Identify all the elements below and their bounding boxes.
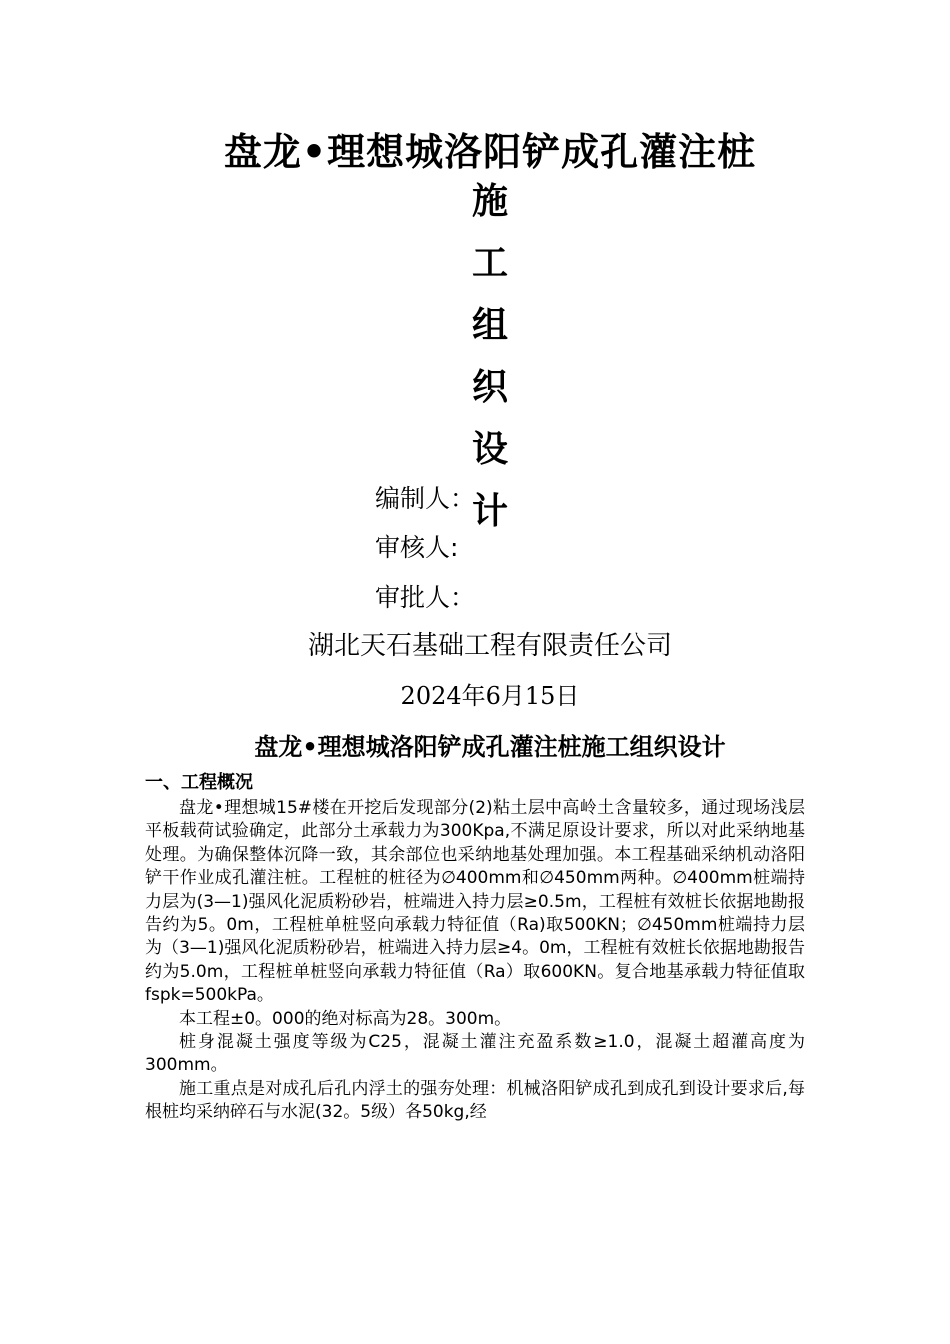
document-date: 2024年6月15日	[400, 682, 580, 710]
vertical-title-char-4: 织	[471, 367, 508, 408]
cover-title: 盘龙•理想城洛阳铲成孔灌注桩	[223, 130, 757, 174]
reviewer-label: 审核人:	[375, 533, 459, 562]
vertical-title-char-5: 设	[471, 429, 508, 470]
vertical-title-char-3: 组	[471, 305, 508, 346]
approver-label: 审批人：	[375, 583, 476, 612]
paragraph-4: 施工重点是对成孔后孔内浮土的强夯处理：机械洛阳铲成孔到成孔到设计要求后,每根桩均采纳碎石与水泥(32。5级）各50kg,经	[145, 1078, 805, 1123]
paragraph-1: 盘龙•理想城15#楼在开挖后发现部分(2)粘土层中高岭土含量较多，通过现场浅层平板载荷试验确定，此部分土承载力为300Kpa,不满足原设计要求，所以对此采纳地基处理。为确保整体沉降一致，其余部位也采纳地基处理加强。本工程基础采纳机动洛阳铲干作业成孔灌注桩。工程桩的桩径为∅400mm和∅450mm两种。∅400mm桩端持力层为(3—1)强风化泥质粉砂岩，桩端进入持力层≥0.5m，工程桩有效桩长依据地勘报告约为5。0m，工程桩单桩竖向承载力特征值（Ra)取500KN；∅450mm桩端持力层为（3—1)强风化泥质粉砂岩，桩端进入持力层≥4。0m，工程桩有效桩长依据地勘报告约为5.0m，工程桩单桩竖向承载力特征值（Ra）取600KN。复合地基承载力特征值取fspk=500kPa。	[145, 798, 805, 1006]
vertical-title-char-2: 工	[471, 243, 508, 284]
compiler-label: 编制人：	[375, 484, 476, 513]
paragraph-2: 本工程±0。000的绝对标高为28。300m。	[179, 1008, 512, 1029]
document-title: 盘龙•理想城洛阳铲成孔灌注桩施工组织设计	[254, 733, 726, 761]
company-name: 湖北天石基础工程有限责任公司	[307, 631, 672, 661]
section-heading-overview: 一、工程概况	[145, 772, 253, 793]
vertical-title-char-1: 施	[471, 181, 508, 222]
vertical-title-char-6: 计	[471, 491, 508, 532]
paragraph-3: 桩身混凝土强度等级为C25，混凝土灌注充盈系数≥1.0，混凝土超灌高度为300mm。	[145, 1032, 805, 1076]
section-body	[145, 797, 805, 1125]
